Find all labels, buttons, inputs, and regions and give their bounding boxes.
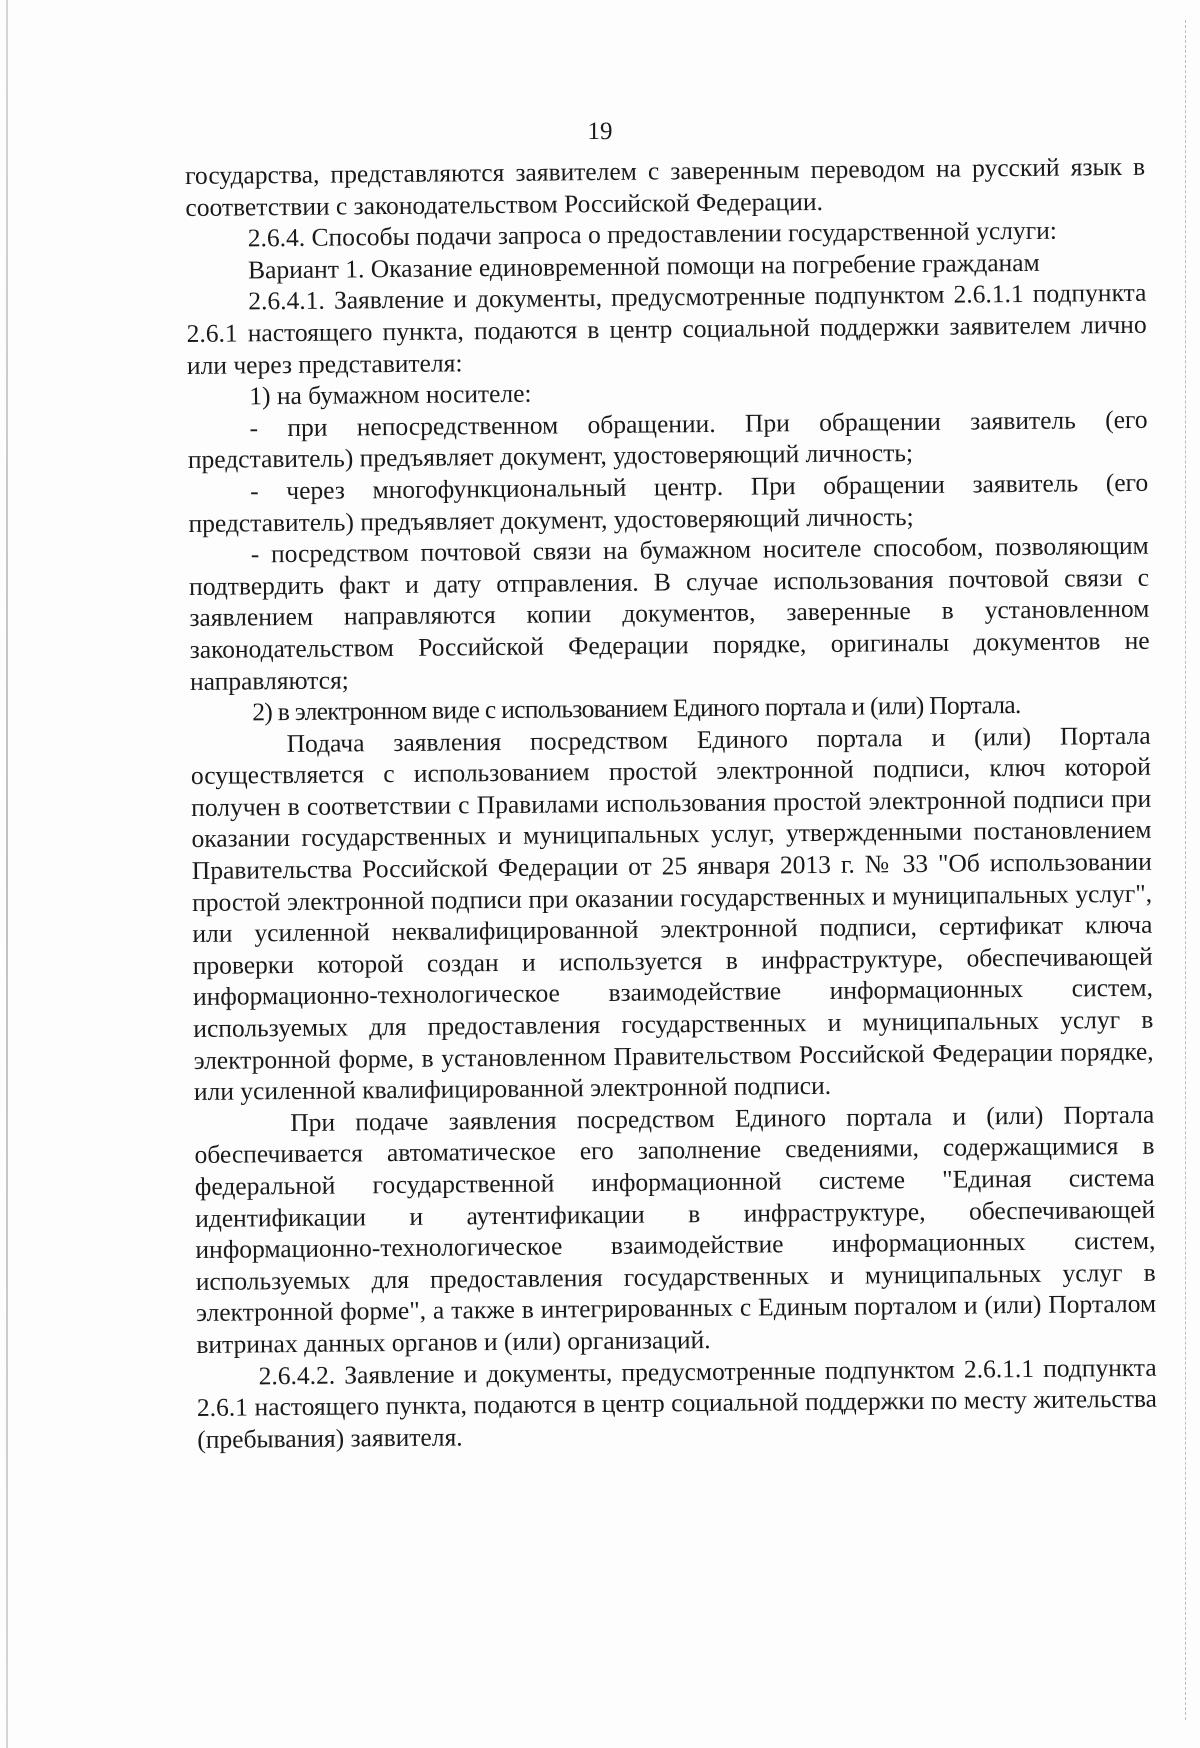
list-item-electronic: 2) в электронном виде с использованием Единого портала и (или) Портала. <box>252 690 1021 727</box>
document-body <box>185 151 1157 1455</box>
list-item-mfc: - через многофункциональный центр. При обращении заявитель (его представитель) предъявляет документ, удостоверяющий личность; <box>188 467 1149 538</box>
paragraph-autofill: При подаче заявления посредством Единого портала и (или) Портала обеспечивается автоматическое его заполнение сведениями, содержащимися в федеральной государственной информационной системе "Единая система идентификации и аутентификации в инфраструктуре, обеспечивающей информационно-технологическое взаимодействие информационных систем, используемых для предоставления государственных и муниципальных услуг в электронной форме", а также в интегрированных с Единым порталом и (или) Порталом витринах данных органов и (или) организаций. <box>194 1099 1157 1359</box>
paragraph-2-6-4-1: 2.6.4.1. Заявление и документы, предусмотренные подпунктом 2.6.1.1 подпункта 2.6.1 настоящего пункта, подаются в центр социальной поддержки заявителем лично или через представителя: <box>186 278 1147 380</box>
page-number: 19 <box>587 118 613 145</box>
paragraph-2-6-4: 2.6.4. Способы подачи запроса о предоставлении государственной услуги: <box>247 215 1057 253</box>
paragraph-variant-1: Вариант 1. Оказание единовременной помощи на погребение гражданам <box>247 247 1040 285</box>
list-item-direct: - при непосредственном обращении. При обращении заявитель (его представитель) предъявляет документ, удостоверяющий личность; <box>187 404 1148 475</box>
paragraph-2-6-4-2: 2.6.4.2. Заявление и документы, предусмотренные подпунктом 2.6.1.1 подпункта 2.6.1 настоящего пункта, подаются в центр социальной поддержки по месту жительства (пребывания) заявителя. <box>196 1352 1158 1454</box>
paragraph-continuation: государства, представляются заявителем с заверенным переводом на русский язык в соответствии с законодательством Российской Федерации. <box>185 151 1146 222</box>
list-item-post: - посредством почтовой связи на бумажном носителе способом, позволяющим подтвердить факт и дату отправления. В случае использования почтовой связи с заявлением направляются копии документов, заверенные в установленном законодательством Российской Федерации порядке, оригиналы документов не направляются; <box>188 530 1150 696</box>
scan-right-edge <box>1184 20 1186 1720</box>
paragraph-portal-submission: Подача заявления посредством Единого портала и (или) Портала осуществляется с использованием простой электронной подписи, ключ которой получен в соответствии с Правилами использования простой электронной подписи при оказании государственных и муниципальных услуг, утвержденными постановлением Правительства Российской Федерации от 25 января 2013 г. № 33 "Об использовании простой электронной подписи при оказании государственных и муниципальных услуг", или усиленной неквалифицированной электронной подписи, сертификат ключа проверки которой создан и используется в инфраструктуре, обеспечивающей информационно-технологическое взаимодействие информационных систем, используемых для предоставления государственных и муниципальных услуг в электронной форме, в установленном Правительством Российской Федерации порядке, или усиленной квалифицированной электронной подписи. <box>190 720 1154 1107</box>
list-item-paper: 1) на бумажном носителе: <box>249 378 532 411</box>
scan-left-edge <box>6 0 8 1748</box>
